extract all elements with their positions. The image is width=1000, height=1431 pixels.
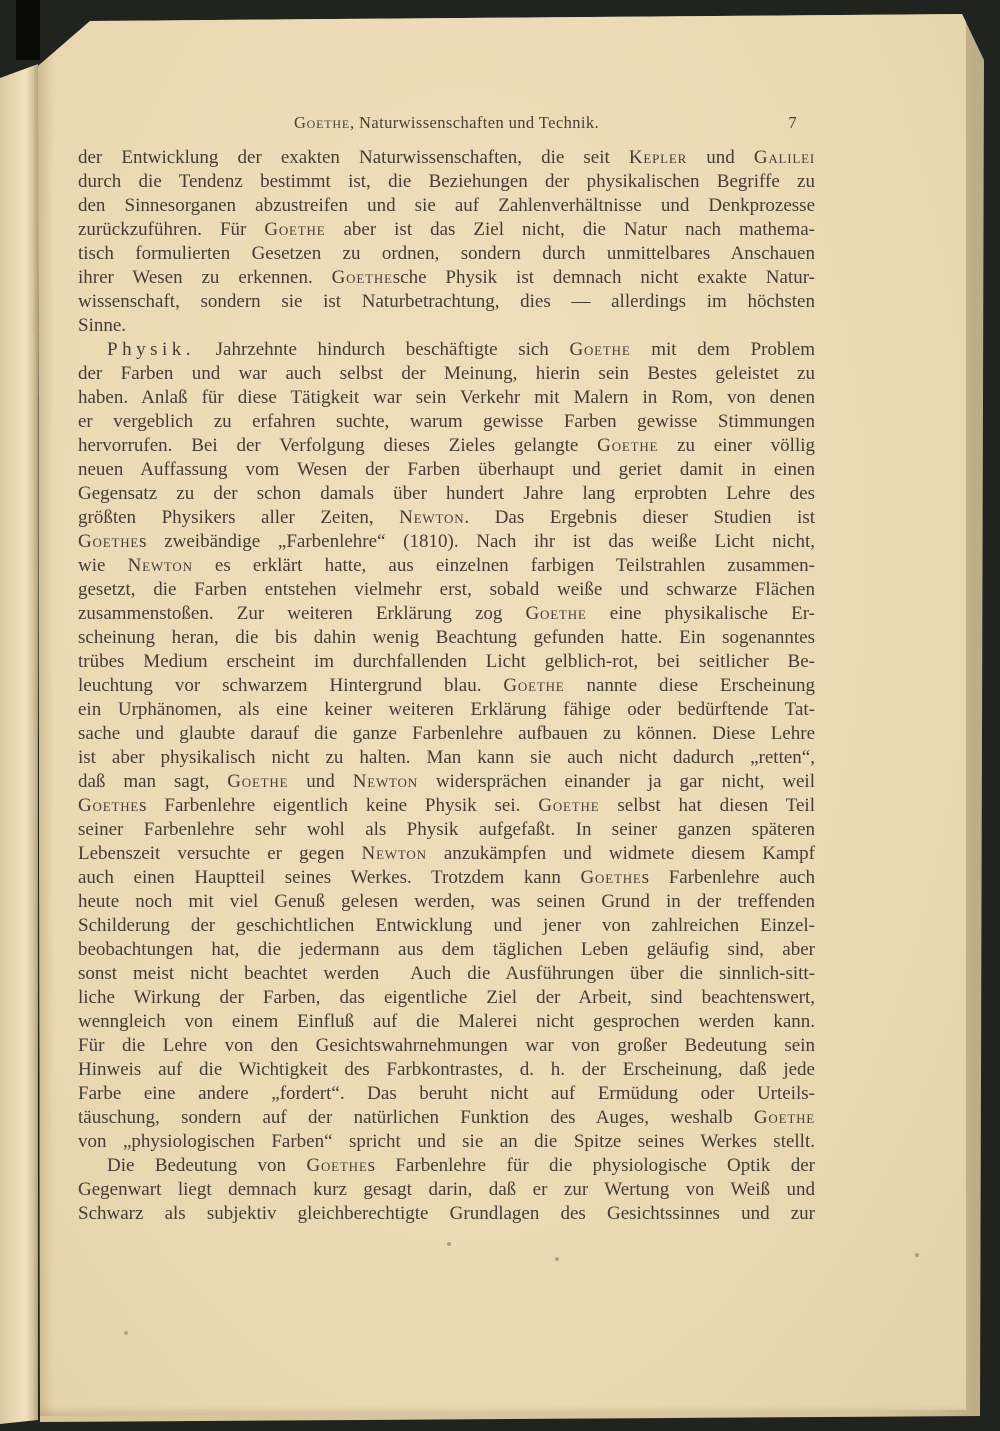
text-line: auch einen Hauptteil seines Werkes. Trotzdem kann Goethes Farbenlehre auch <box>78 867 815 888</box>
body-text <box>78 146 815 1226</box>
text-line: Schwarz als subjektiv gleichberechtigte Grundlagen des Gesichtssinnes und zur <box>78 1203 815 1224</box>
text-line: er vergeblich zu erfahren suchte, warum gewisse Farben gewisse Stimmungen <box>78 411 815 432</box>
text-line: Gegensatz zu der schon damals über hundert Jahre lang erprobten Lehre des <box>78 483 815 504</box>
text-line: Für die Lehre von den Gesichtswahrnehmungen war von großer Bedeutung sein <box>78 1035 815 1056</box>
text-line: täuschung, sondern auf der natürlichen Funktion des Auges, weshalb Goethe <box>78 1107 815 1128</box>
text-line: leuchtung vor schwarzem Hintergrund blau. Goethe nannte diese Erscheinung <box>78 675 815 696</box>
text-line: wie Newton es erklärt hatte, aus einzelnen farbigen Teilstrahlen zusammen- <box>78 555 815 576</box>
text-line: größten Physikers aller Zeiten, Newton. Das Ergebnis dieser Studien ist <box>78 507 815 528</box>
text-line: liche Wirkung der Farben, das eigentliche Ziel der Arbeit, sind beachtenswert, <box>78 987 815 1008</box>
text-line: der Entwicklung der exakten Naturwissenschaften, die seit Kepler und Galilei <box>78 147 815 168</box>
running-header-title: Goethe, Naturwissenschaften und Technik. <box>293 113 600 132</box>
text-line: der Farben und war auch selbst der Meinung, hierin sein Bestes geleistet zu <box>78 363 815 384</box>
text-line: Goethes zweibändige „Farbenlehre“ (1810). Nach ihr ist das weiße Licht nicht, <box>78 531 815 552</box>
text-line: daß man sagt, Goethe und Newton widersprächen einander ja gar nicht, weil <box>78 771 815 792</box>
text-line: Die Bedeutung von Goethes Farbenlehre für die physiologische Optik der <box>107 1155 815 1176</box>
text-line: beobachtungen hat, die jedermann aus dem täglichen Leben geläufig sind, aber <box>78 939 815 960</box>
text-line: Schilderung der geschichtlichen Entwicklung und jener von zahlreichen Einzel- <box>78 915 815 936</box>
scanner-bed-shadow <box>16 0 40 60</box>
text-line: Farbe eine andere „fordert“. Das beruht nicht auf Ermüdung oder Urteils- <box>78 1083 815 1104</box>
previous-page-edge <box>0 64 38 1424</box>
text-line: wissenschaft, sondern sie ist Naturbetrachtung, dies — allerdings im höchsten <box>78 291 815 312</box>
text-line: Sinne. <box>78 315 127 336</box>
text-line: sonst meist nicht beachtet werden Auch die Ausführungen über die sinnlich-sitt- <box>78 963 815 984</box>
text-line: Gegenwart liegt demnach kurz gesagt darin, daß er zur Wertung von Weiß und <box>78 1179 815 1200</box>
text-line: wenngleich von einem Einfluß auf die Malerei nicht gesprochen werden kann. <box>78 1011 815 1032</box>
text-line: gesetzt, die Farben entstehen vielmehr erst, sobald weiße und schwarze Flächen <box>78 579 815 600</box>
text-line: Hinweis auf die Wichtigkeit des Farbkontrastes, d. h. der Erscheinung, daß jede <box>78 1059 815 1080</box>
text-line: den Sinnesorganen abzustreifen und sie auf Zahlenverhältnisse und Denkprozesse <box>78 195 815 216</box>
text-line: zusammenstoßen. Zur weiteren Erklärung zog Goethe eine physikalische Er- <box>78 603 815 624</box>
paper-specks <box>0 0 2 2</box>
text-line: von „physiologischen Farben“ spricht und sie an die Spitze seines Werkes stellt. <box>78 1131 815 1152</box>
text-line: durch die Tendenz bestimmt ist, die Beziehungen der physikalischen Begriffe zu <box>78 171 815 192</box>
text-line: ihrer Wesen zu erkennen. Goethesche Physik ist demnach nicht exakte Natur- <box>78 267 815 288</box>
text-line: scheinung heran, die bis dahin wenig Beachtung gefunden hatte. Ein sogenanntes <box>78 627 815 648</box>
text-line: sache und glaubte darauf die ganze Farbenlehre aufbauen zu können. Diese Lehre <box>78 723 815 744</box>
text-line: seiner Farbenlehre sehr wohl als Physik aufgefaßt. In seiner ganzen späteren <box>78 819 815 840</box>
text-line: ein Urphänomen, als eine keiner weiteren Erklärung fähige oder bedürftende Tat- <box>78 699 815 720</box>
text-line: tisch formulierten Gesetzen zu ordnen, sondern durch unmittelbares Anschauen <box>78 243 815 264</box>
text-line: haben. Anlaß für diese Tätigkeit war sein Verkehr mit Malern in Rom, von denen <box>78 387 815 408</box>
spaced-lead-word: Physik. <box>107 339 195 360</box>
text-line: neuen Auffassung vom Wesen der Farben überhaupt und geriet damit in einen <box>78 459 815 480</box>
text-line: trübes Medium erscheint im durchfallenden Licht gelblich-rot, bei seitlicher Be- <box>78 651 815 672</box>
text-line: ist aber physikalisch nicht zu halten. Man kann sie auch nicht dadurch „retten“, <box>78 747 815 768</box>
text-line: zurückzuführen. Für Goethe aber ist das Ziel nicht, die Natur nach mathema- <box>78 219 815 240</box>
text-line: Goethes Farbenlehre eigentlich keine Physik sei. Goethe selbst hat diesen Teil <box>78 795 815 816</box>
page-number: 7 <box>788 113 797 132</box>
running-header <box>78 112 815 134</box>
text-line: Physik. Jahrzehnte hindurch beschäftigte sich Goethe mit dem Problem <box>107 339 815 360</box>
gutter-crease <box>38 14 54 1416</box>
text-line: Lebenszeit versuchte er gegen Newton anzukämpfen und widmete diesem Kampf <box>78 843 815 864</box>
text-line: heute noch mit viel Genuß gelesen werden, was seinen Grund in der treffenden <box>78 891 815 912</box>
text-line: hervorrufen. Bei der Verfolgung dieses Zieles gelangte Goethe zu einer völlig <box>78 435 815 456</box>
